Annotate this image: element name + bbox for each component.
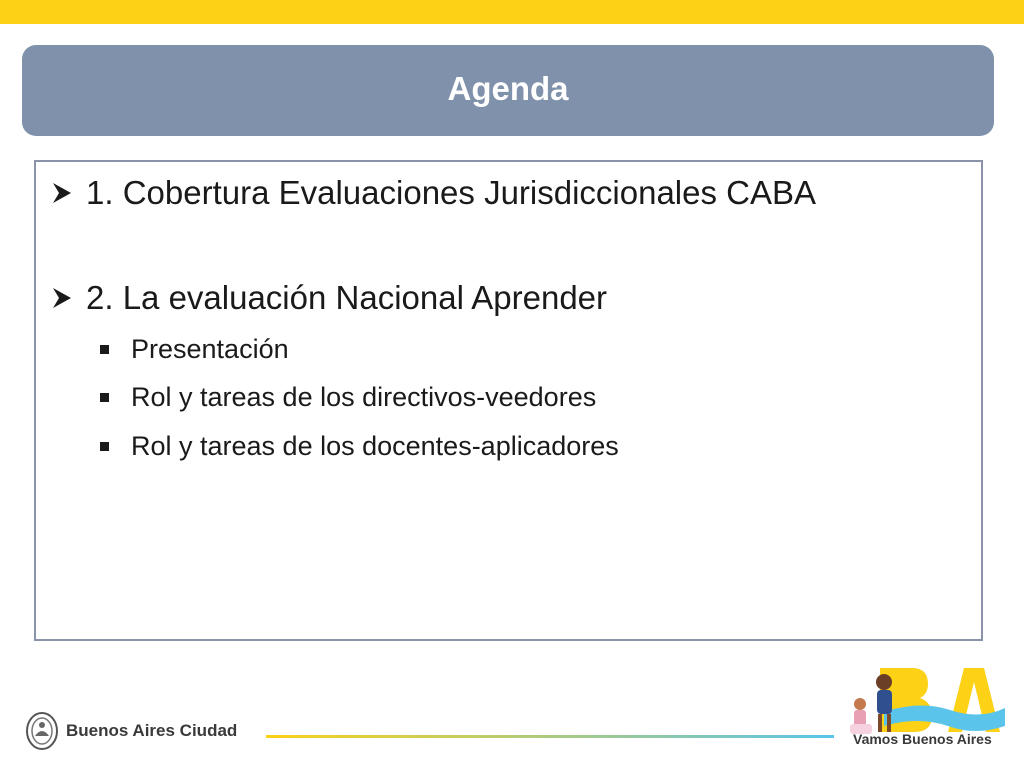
- agenda-subitem-text: Rol y tareas de los docentes-aplicadores: [131, 431, 619, 461]
- agenda-subitem-2: [100, 382, 596, 413]
- agenda-subitem-text: Presentación: [131, 334, 289, 364]
- slide-title: Agenda: [447, 69, 569, 107]
- square-bullet-icon: [100, 442, 109, 451]
- top-yellow-band: [0, 0, 1024, 24]
- agenda-subitem-text: Rol y tareas de los directivos-veedores: [131, 382, 597, 412]
- footer-brand-text: Buenos Aires Ciudad: [66, 721, 238, 740]
- agenda-item-1: [50, 174, 816, 212]
- agenda-item-text: 2. La evaluación Nacional Aprender: [86, 279, 608, 316]
- footer-brand: [26, 712, 237, 750]
- square-bullet-icon: [100, 393, 109, 402]
- arrow-bullet-icon: [50, 286, 74, 310]
- agenda-item-text: 1. Cobertura Evaluaciones Jurisdiccionales CABA: [86, 174, 817, 211]
- city-seal-icon: [26, 712, 58, 750]
- arrow-bullet-icon: [50, 181, 74, 205]
- agenda-subitem-3: [100, 431, 619, 462]
- agenda-subitem-1: [100, 334, 289, 365]
- square-bullet-icon: [100, 345, 109, 354]
- footer-divider: [266, 735, 834, 738]
- content-box: [34, 160, 983, 641]
- footer-tagline: Vamos Buenos Aires: [853, 731, 992, 747]
- title-bar: [22, 45, 994, 136]
- agenda-item-2: [50, 279, 607, 317]
